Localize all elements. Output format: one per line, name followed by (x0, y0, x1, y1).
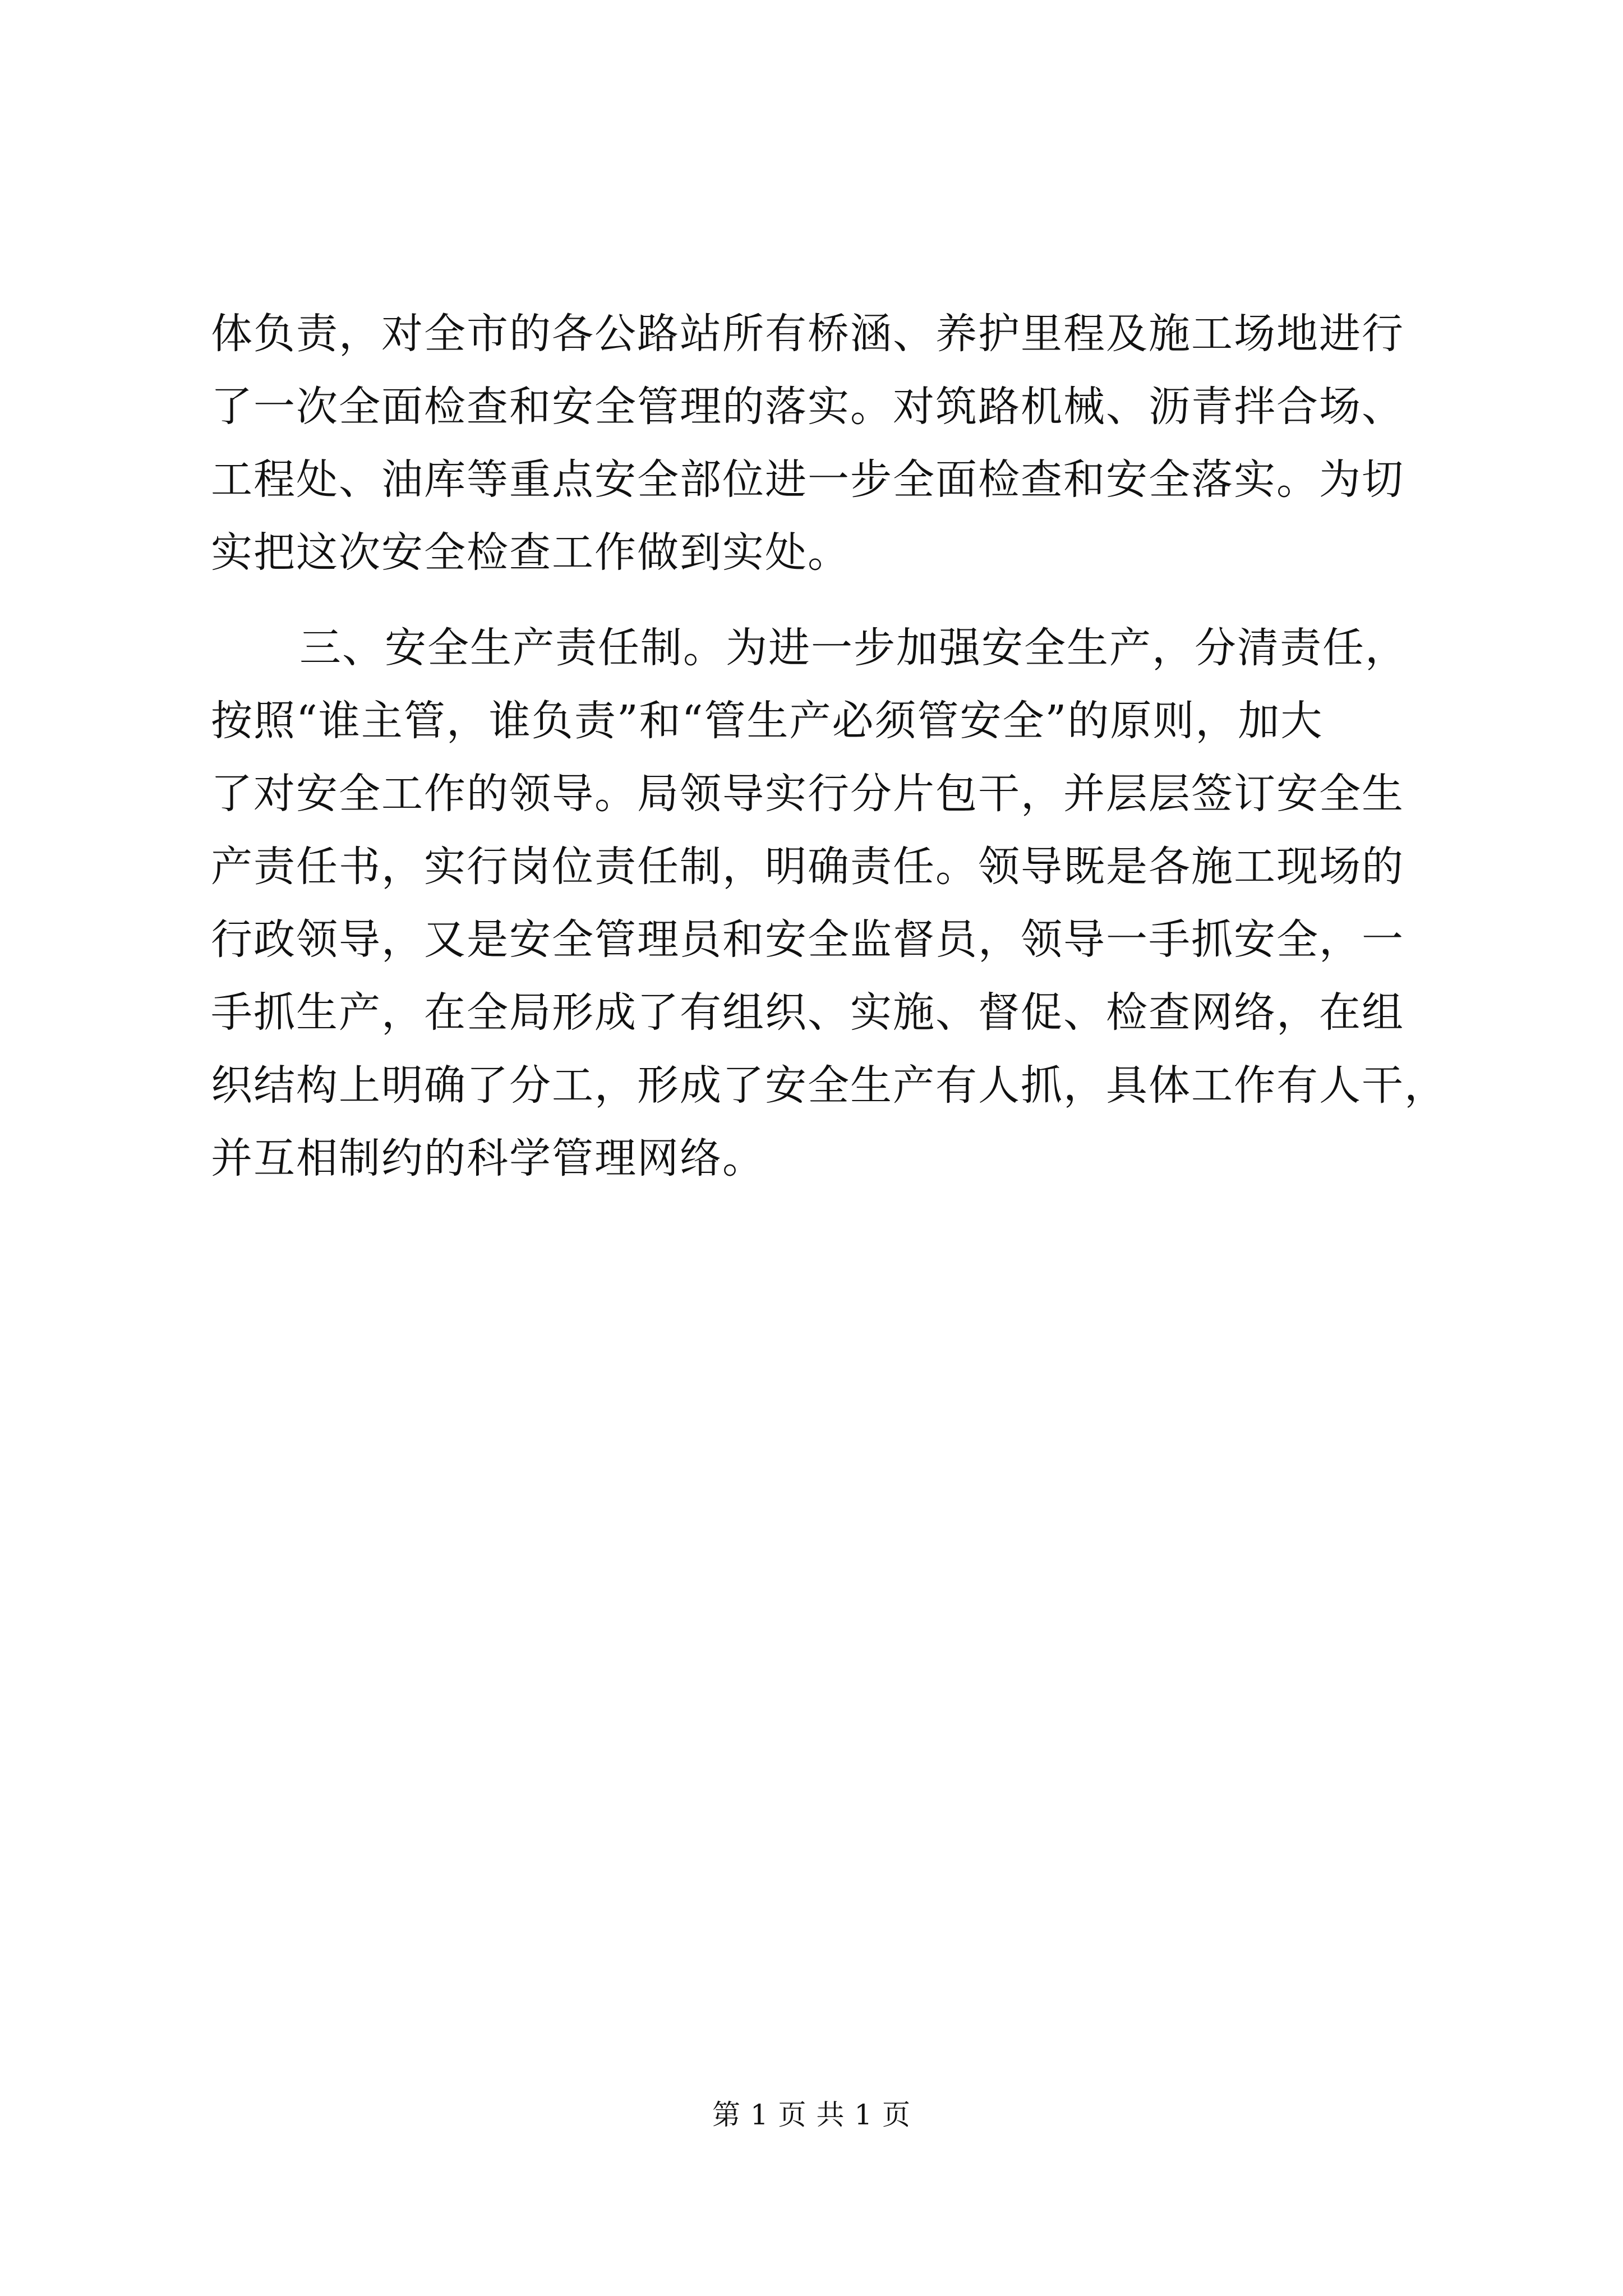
text-line: 三、安全生产责任制。为进一步加强安全生产，分清责任， (299, 624, 1408, 672)
paragraph-2 (211, 611, 1447, 1195)
text-line: 体负责，对全市的各公路站所有桥涵、养护里程及施工场地进行 (211, 310, 1404, 358)
text-line: 按照“谁主管，谁负责”和“管生产必须管安全”的原则，加大 (211, 697, 1324, 745)
text-line: 织结构上明确了分工，形成了安全生产有人抓，具体工作有人干， (211, 1061, 1447, 1110)
text-line: 手抓生产，在全局形成了有组织、实施、督促、检查网络，在组 (211, 988, 1404, 1037)
text-line: 了一次全面检查和安全管理的落实。对筑路机械、沥青拌合场、 (211, 383, 1404, 431)
text-line: 实把这次安全检查工作做到实处。 (211, 528, 850, 577)
text-line: 工程处、油库等重点安全部位进一步全面检查和安全落实。为切 (211, 455, 1404, 504)
paragraph-spacer (211, 589, 1422, 611)
text-line: 了对安全工作的领导。局领导实行分片包干，并层层签订安全生 (211, 770, 1404, 818)
page-number-footer: 第 1 页 共 1 页 (712, 2099, 911, 2131)
document-body (211, 297, 1447, 1195)
text-line: 产责任书，实行岗位责任制，明确责任。领导既是各施工现场的 (211, 843, 1404, 891)
paragraph-1 (211, 297, 1422, 589)
text-line: 并互相制约的科学管理网络。 (211, 1134, 765, 1182)
text-line: 行政领导，又是安全管理员和安全监督员，领导一手抓安全，一 (211, 915, 1404, 964)
